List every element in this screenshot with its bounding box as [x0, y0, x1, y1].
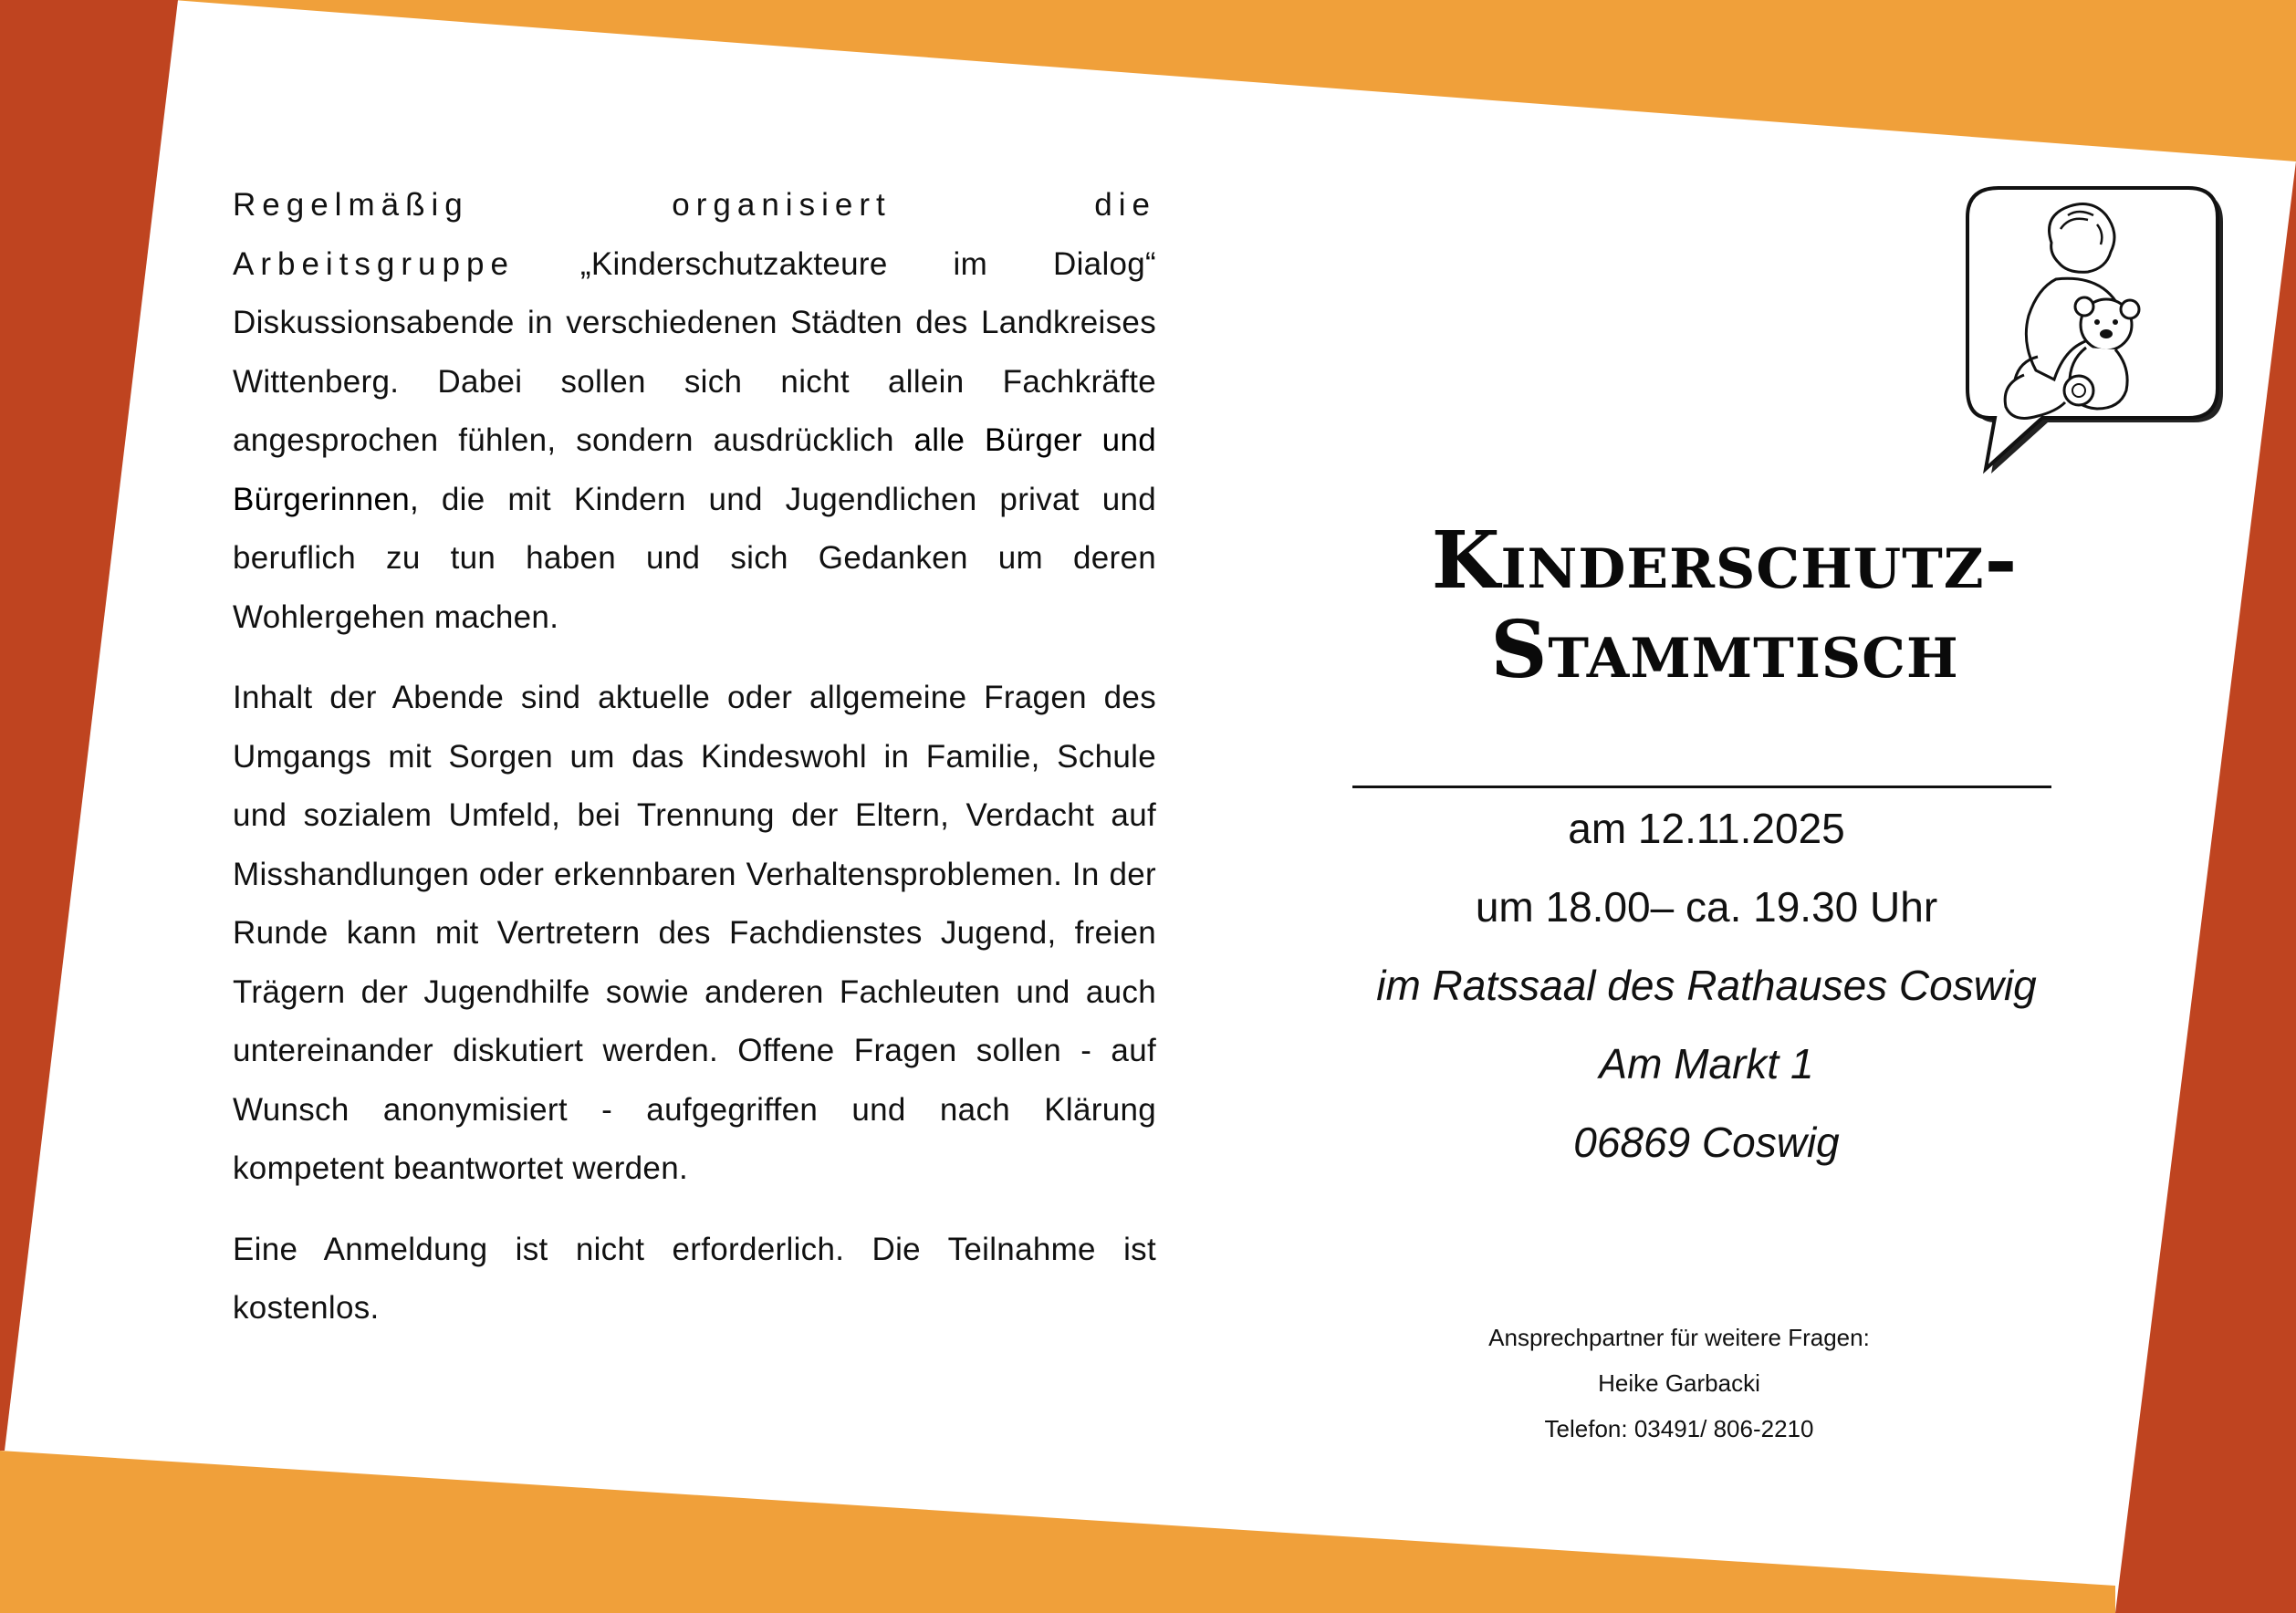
event-city: 06869 Coswig	[1573, 1119, 1840, 1166]
intro-text-a: „Kinderschutzakteure im Dialog“ Diskussionsabende in verschiedenen Städten des Landkreises Wittenberg. Dabei sollen sich nicht allein Fachkräfte angesprochen fühlen, sondern ausdrücklich	[233, 245, 1156, 458]
contact-heading: Ansprechpartner für weitere Fragen:	[1488, 1324, 1870, 1351]
intro-paragraph	[233, 176, 1156, 647]
top-orange-band	[0, 0, 2296, 161]
left-rust-band	[0, 0, 178, 1451]
registration-paragraph: Eine Anmeldung ist nicht erforderlich. Die Teilnahme ist kostenlos.	[233, 1231, 1156, 1326]
title-line-2: Stammtisch	[1490, 604, 1959, 696]
intro-emphasis: alle Bürger und Bürgerinnen,	[233, 422, 1156, 517]
speech-bubble-child-teddy-icon	[1960, 179, 2225, 475]
content-paragraph: Inhalt der Abende sind aktuelle oder allgemeine Fragen des Umgangs mit Sorgen um das Kindeswohl in Familie, Schule und sozialem Umfeld, bei Trennung der Eltern, Verdacht auf Misshandlungen oder erkennbaren Verhaltensproblemen. In der Runde kann mit Vertretern des Fachdienstes Jugend, freien Trägern der Jugendhilfe sowie anderen Fachleuten und auch untereinander diskutiert werden. Offene Fragen sollen - auf Wunsch anonymisiert - aufgegriffen und nach Klärung kompetent beantwortet werden.	[233, 680, 1156, 1186]
intro-text-b: die mit Kindern und Jugendlichen privat und beruflich zu tun haben und sich Gedanken um deren Wohlergehen machen.	[233, 481, 1156, 635]
event-time: um 18.00– ca. 19.30 Uhr	[1475, 883, 1938, 931]
event-venue: im Ratssaal des Rathauses Coswig	[1376, 962, 2037, 1009]
event-title	[1351, 516, 2099, 695]
description-column	[233, 176, 1156, 1360]
intro-lead: Regelmäßig organisiert die Arbeitsgruppe	[233, 187, 1156, 282]
event-street: Am Markt 1	[1599, 1040, 1814, 1087]
contact-name: Heike Garbacki	[1598, 1369, 1760, 1397]
title-line-1: Kinderschutz-	[1431, 515, 2019, 607]
title-divider	[1352, 786, 2051, 788]
bottom-orange-band	[0, 1451, 2115, 1613]
event-date: am 12.11.2025	[1568, 805, 1845, 852]
contact-phone: Telefon: 03491/ 806-2210	[1544, 1415, 1814, 1442]
